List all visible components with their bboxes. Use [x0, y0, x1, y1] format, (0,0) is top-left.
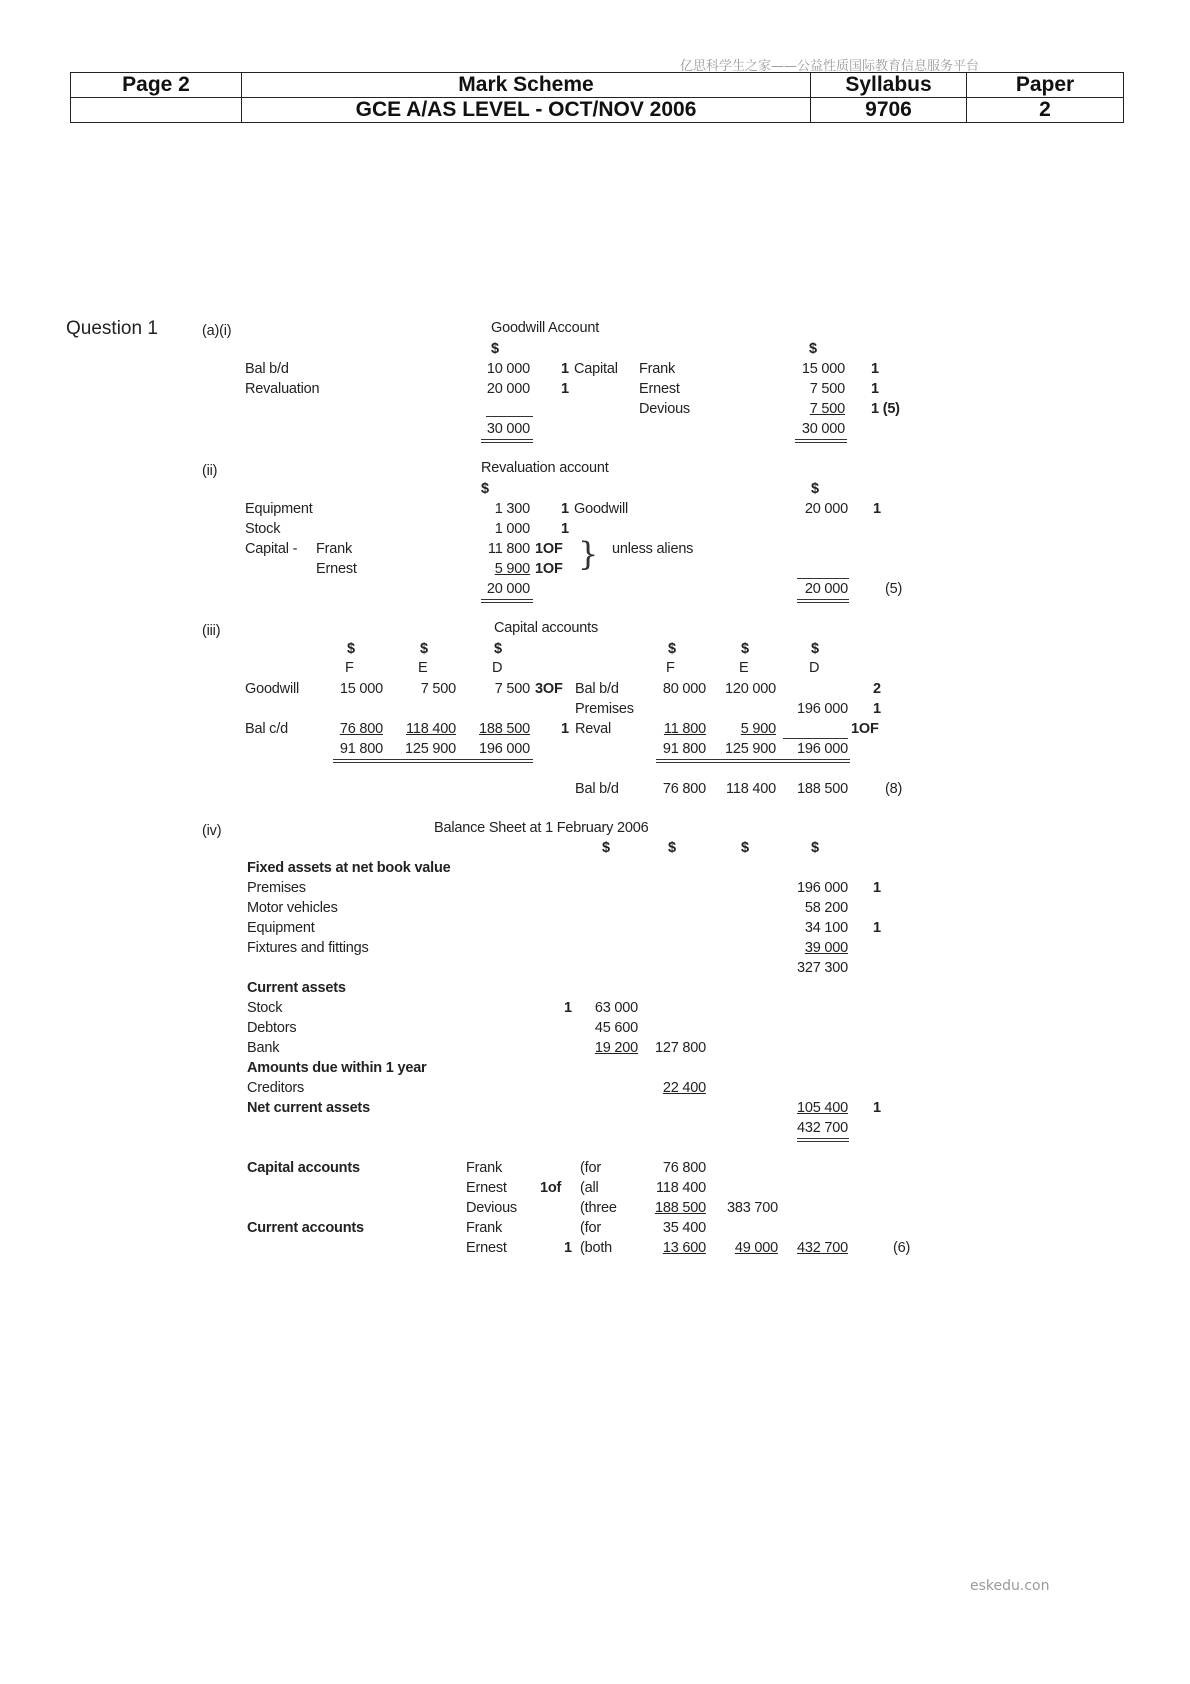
- amount: 188 500: [654, 1200, 706, 1216]
- amount: 118 400: [406, 721, 456, 737]
- goodwill-label: Goodwill: [574, 501, 629, 517]
- row-label: Bal b/d: [575, 681, 619, 697]
- partner-name: Ernest: [316, 561, 357, 577]
- amount: 118 400: [726, 781, 776, 797]
- amount: 80 000: [662, 681, 706, 697]
- partner-name: Ernest: [639, 381, 680, 397]
- header-page: Page 2: [71, 73, 242, 98]
- header-title: Mark Scheme: [242, 73, 811, 98]
- mark: 1: [561, 381, 569, 397]
- double-rule: [333, 759, 533, 760]
- currency-header: $: [494, 641, 502, 657]
- part-label: (iii): [202, 623, 221, 639]
- section-title: Current accounts: [247, 1220, 364, 1236]
- mark: 1: [561, 501, 569, 517]
- total: 91 800: [339, 741, 383, 757]
- amount: 11 800: [663, 721, 706, 737]
- amount: 7 500: [420, 681, 456, 697]
- question-label: Question 1: [66, 318, 158, 339]
- currency-header: $: [347, 641, 355, 657]
- total: 196 000: [796, 741, 848, 757]
- row-label: Premises: [575, 701, 634, 717]
- note: (for: [580, 1160, 601, 1176]
- mark: 1: [873, 501, 881, 517]
- double-rule: [481, 599, 533, 600]
- total: 196 000: [478, 741, 530, 757]
- col-header: F: [345, 660, 354, 676]
- section-title: Amounts due within 1 year: [247, 1060, 427, 1076]
- total: 20 000: [486, 581, 530, 597]
- currency-header: $: [491, 341, 499, 357]
- col-header: D: [492, 660, 503, 676]
- mark: 1OF: [535, 541, 563, 557]
- double-rule: [333, 762, 533, 763]
- double-rule: [797, 599, 849, 600]
- note: unless aliens: [612, 541, 694, 557]
- amount: 118 400: [656, 1180, 706, 1196]
- amount: 188 500: [478, 721, 530, 737]
- amount: 105 400: [796, 1100, 848, 1116]
- header-level: GCE A/AS LEVEL - OCT/NOV 2006: [242, 98, 811, 123]
- row-label: Bal b/d: [245, 361, 289, 377]
- partner-name: Frank: [639, 361, 676, 377]
- total: 20 000: [804, 581, 848, 597]
- section-title: Net current assets: [247, 1100, 370, 1116]
- mark: 1: [873, 920, 881, 936]
- row-label: Premises: [247, 880, 306, 896]
- col-header: E: [739, 660, 749, 676]
- row-label: Motor vehicles: [247, 900, 338, 916]
- row-label: Capital -: [245, 541, 298, 557]
- double-rule: [656, 759, 850, 760]
- subtotal: 383 700: [726, 1200, 778, 1216]
- total: 125 900: [724, 741, 776, 757]
- currency-header: $: [811, 481, 819, 497]
- partner-name: Frank: [466, 1220, 503, 1236]
- row-label: Equipment: [247, 920, 315, 936]
- mark: 1: [873, 880, 881, 896]
- total: 432 700: [796, 1120, 848, 1136]
- currency-header: $: [811, 840, 819, 856]
- watermark-top: 亿思科学生之家——公益性质国际教育信息服务平台: [680, 59, 980, 74]
- amount: 22 400: [662, 1080, 706, 1096]
- section-title: Fixed assets at net book value: [247, 860, 451, 876]
- col-header: D: [809, 660, 820, 676]
- mark: 1OF: [535, 561, 563, 577]
- row-label: Bank: [247, 1040, 280, 1056]
- total: 432 700: [796, 1240, 848, 1256]
- row-label: Reval: [575, 721, 612, 737]
- note: (three: [580, 1200, 617, 1216]
- amount: 7 500: [809, 401, 845, 417]
- header-empty: [71, 98, 242, 123]
- mark: 1 (5): [871, 401, 900, 417]
- rule: [783, 738, 848, 739]
- row-label: Equipment: [245, 501, 313, 517]
- marks-total: (6): [893, 1240, 911, 1256]
- marks-total: (5): [885, 581, 903, 597]
- header-paper: 2: [967, 98, 1124, 123]
- row-label: Bal c/d: [245, 721, 288, 737]
- note: (for: [580, 1220, 601, 1236]
- currency-header: $: [809, 341, 817, 357]
- currency-header: $: [668, 641, 676, 657]
- partner-name: Devious: [639, 401, 690, 417]
- col-header: F: [666, 660, 675, 676]
- double-rule: [795, 442, 847, 443]
- amount: 13 600: [662, 1240, 706, 1256]
- part-label: (iv): [202, 823, 222, 839]
- amount: 58 200: [804, 900, 848, 916]
- currency-header: $: [420, 641, 428, 657]
- mark: 1: [564, 1240, 572, 1256]
- mark: 1: [871, 361, 879, 377]
- mark: 1: [564, 1000, 572, 1016]
- part-label: (ii): [202, 463, 218, 479]
- amount: 45 600: [594, 1020, 638, 1036]
- brace-icon: }: [578, 535, 599, 573]
- currency-header: $: [811, 641, 819, 657]
- row-label: Stock: [247, 1000, 283, 1016]
- amount: 196 000: [796, 880, 848, 896]
- partner-name: Frank: [466, 1160, 503, 1176]
- header-paper-label: Paper: [967, 73, 1124, 98]
- subtotal: 327 300: [796, 960, 848, 976]
- row-label: Stock: [245, 521, 281, 537]
- sheet-title: Balance Sheet at 1 February 2006: [434, 820, 649, 836]
- account-title: Capital accounts: [494, 620, 598, 636]
- amount: 1 300: [494, 501, 530, 517]
- row-label: Revaluation: [245, 381, 320, 397]
- col-header: E: [418, 660, 428, 676]
- amount: 76 800: [339, 721, 383, 737]
- note: (all: [580, 1180, 599, 1196]
- mark: 1: [873, 1100, 881, 1116]
- row-label: Debtors: [247, 1020, 297, 1036]
- amount: 76 800: [662, 781, 706, 797]
- note: (both: [580, 1240, 613, 1256]
- amount: 196 000: [796, 701, 848, 717]
- row-label: Goodwill: [245, 681, 300, 697]
- row-label: Fixtures and fittings: [247, 940, 369, 956]
- amount: 20 000: [486, 381, 530, 397]
- amount: 5 900: [494, 561, 530, 577]
- header-table: [70, 72, 1124, 123]
- total: 30 000: [486, 421, 530, 437]
- amount: 63 000: [594, 1000, 638, 1016]
- subtotal: 49 000: [734, 1240, 778, 1256]
- amount: 15 000: [801, 361, 845, 377]
- amount: 120 000: [724, 681, 776, 697]
- double-rule: [797, 1141, 849, 1142]
- capital-label: Capital: [574, 361, 618, 377]
- amount: 19 200: [594, 1040, 638, 1056]
- amount: 35 400: [662, 1220, 706, 1236]
- amount: 7 500: [809, 381, 845, 397]
- partner-name: Devious: [466, 1200, 517, 1216]
- mark: 1: [561, 361, 569, 377]
- mark: 1: [873, 701, 881, 717]
- mark: 1of: [540, 1180, 562, 1196]
- mark: 1: [561, 721, 569, 737]
- account-title: Goodwill Account: [491, 320, 600, 336]
- part-label: (a)(i): [202, 323, 232, 339]
- double-rule: [797, 602, 849, 603]
- partner-name: Ernest: [466, 1180, 507, 1196]
- amount: 76 800: [662, 1160, 706, 1176]
- amount: 34 100: [804, 920, 848, 936]
- account-title: Revaluation account: [481, 460, 609, 476]
- rule: [486, 416, 533, 417]
- mark: 1OF: [851, 721, 879, 737]
- partner-name: Ernest: [466, 1240, 507, 1256]
- double-rule: [481, 442, 533, 443]
- partner-name: Frank: [316, 541, 353, 557]
- amount: 7 500: [494, 681, 530, 697]
- rule: [797, 578, 849, 579]
- amount: 11 800: [487, 541, 530, 557]
- row-label: Bal b/d: [575, 781, 619, 797]
- double-rule: [481, 602, 533, 603]
- double-rule: [795, 439, 847, 440]
- amount: 1 000: [494, 521, 530, 537]
- row-label: Creditors: [247, 1080, 305, 1096]
- mark: 1: [871, 381, 879, 397]
- double-rule: [797, 1138, 849, 1139]
- double-rule: [481, 439, 533, 440]
- mark: 2: [873, 681, 881, 697]
- total: 91 800: [662, 741, 706, 757]
- amount: 188 500: [796, 781, 848, 797]
- header-syllabus: 9706: [811, 98, 967, 123]
- section-title: Current assets: [247, 980, 346, 996]
- currency-header: $: [602, 840, 610, 856]
- amount: 20 000: [804, 501, 848, 517]
- amount: 5 900: [740, 721, 776, 737]
- currency-header: $: [741, 840, 749, 856]
- marks-total: (8): [885, 781, 903, 797]
- subtotal: 127 800: [654, 1040, 706, 1056]
- header-syllabus-label: Syllabus: [811, 73, 967, 98]
- amount: 10 000: [486, 361, 530, 377]
- total: 30 000: [801, 421, 845, 437]
- total: 125 900: [404, 741, 456, 757]
- amount: 15 000: [339, 681, 383, 697]
- watermark-bottom: eskedu.con: [970, 1578, 1050, 1594]
- section-title: Capital accounts: [247, 1160, 360, 1176]
- double-rule: [656, 762, 850, 763]
- currency-header: $: [668, 840, 676, 856]
- mark: 3OF: [535, 681, 563, 697]
- mark: 1: [561, 521, 569, 537]
- currency-header: $: [481, 481, 489, 497]
- amount: 39 000: [804, 940, 848, 956]
- currency-header: $: [741, 641, 749, 657]
